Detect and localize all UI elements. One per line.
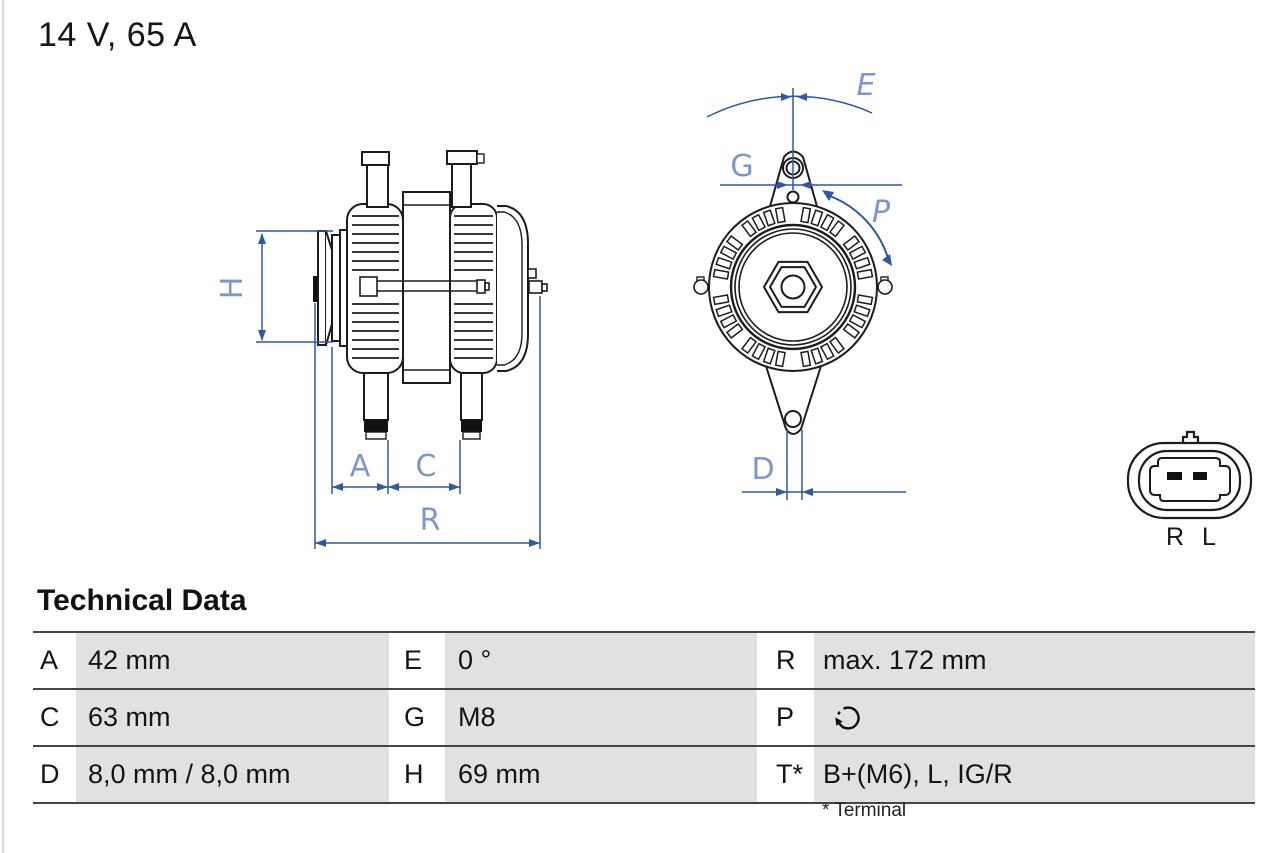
connector-pin-l — [1193, 472, 1207, 480]
dim-label-g: G — [730, 149, 754, 184]
side-view — [313, 151, 547, 439]
table-row — [33, 745, 1255, 802]
dim-key: D — [40, 759, 60, 789]
dim-label-h: H — [215, 276, 250, 300]
top-mounting-lug-rear — [447, 151, 484, 207]
dim-key: P — [776, 702, 795, 732]
dim-label-r: R — [419, 503, 441, 538]
dim-key: G — [404, 702, 426, 732]
dim-value: 8,0 mm / 8,0 mm — [76, 747, 389, 802]
top-mounting-lug-front — [362, 152, 389, 207]
dim-value: 0 ° — [445, 633, 757, 688]
dim-label-e: E — [856, 68, 876, 103]
dim-key: E — [404, 645, 423, 675]
rotation-direction-cell — [814, 690, 1255, 745]
pulley-front-flange — [318, 231, 326, 345]
dim-label-d: D — [751, 452, 775, 487]
dim-label-a: A — [349, 449, 371, 484]
rear-housing — [450, 204, 497, 373]
fan-plate — [340, 230, 347, 346]
dim-label-c: C — [415, 449, 437, 484]
shaft-end — [782, 276, 805, 299]
dim-label-p: P — [871, 195, 891, 230]
dim-value: 69 mm — [445, 747, 757, 802]
pulley-rear-flange — [332, 235, 340, 341]
dim-key: T* — [776, 759, 803, 789]
table-row — [33, 631, 1255, 688]
connector-outer-shell — [1128, 443, 1251, 518]
dim-key: R — [776, 645, 796, 675]
technical-data-table — [33, 631, 1255, 804]
product-rating: 14 V, 65 A — [38, 16, 197, 54]
terminal-studs — [528, 269, 547, 293]
dim-key: A — [40, 645, 59, 675]
front-view — [694, 152, 892, 435]
connector-diagram — [1128, 432, 1251, 518]
connector-label-l: L — [1202, 523, 1216, 551]
stator-band — [403, 192, 450, 383]
terminal-footnote: * Terminal — [822, 800, 907, 821]
rear-cover — [497, 206, 528, 371]
connector-label-r: R — [1165, 523, 1185, 551]
table-heading: Technical Data — [37, 584, 247, 617]
clockwise-rotation-icon — [832, 701, 864, 735]
dim-value: 42 mm — [76, 633, 389, 688]
dim-value: max. 172 mm — [814, 633, 1255, 688]
table-row — [33, 688, 1255, 745]
dim-value: 63 mm — [76, 690, 389, 745]
dim-key: H — [404, 759, 424, 789]
dim-key: C — [40, 702, 60, 732]
dim-value: M8 — [445, 690, 757, 745]
connector-pin-r — [1167, 472, 1182, 480]
dim-value: B+(M6), L, IG/R — [814, 747, 1255, 802]
